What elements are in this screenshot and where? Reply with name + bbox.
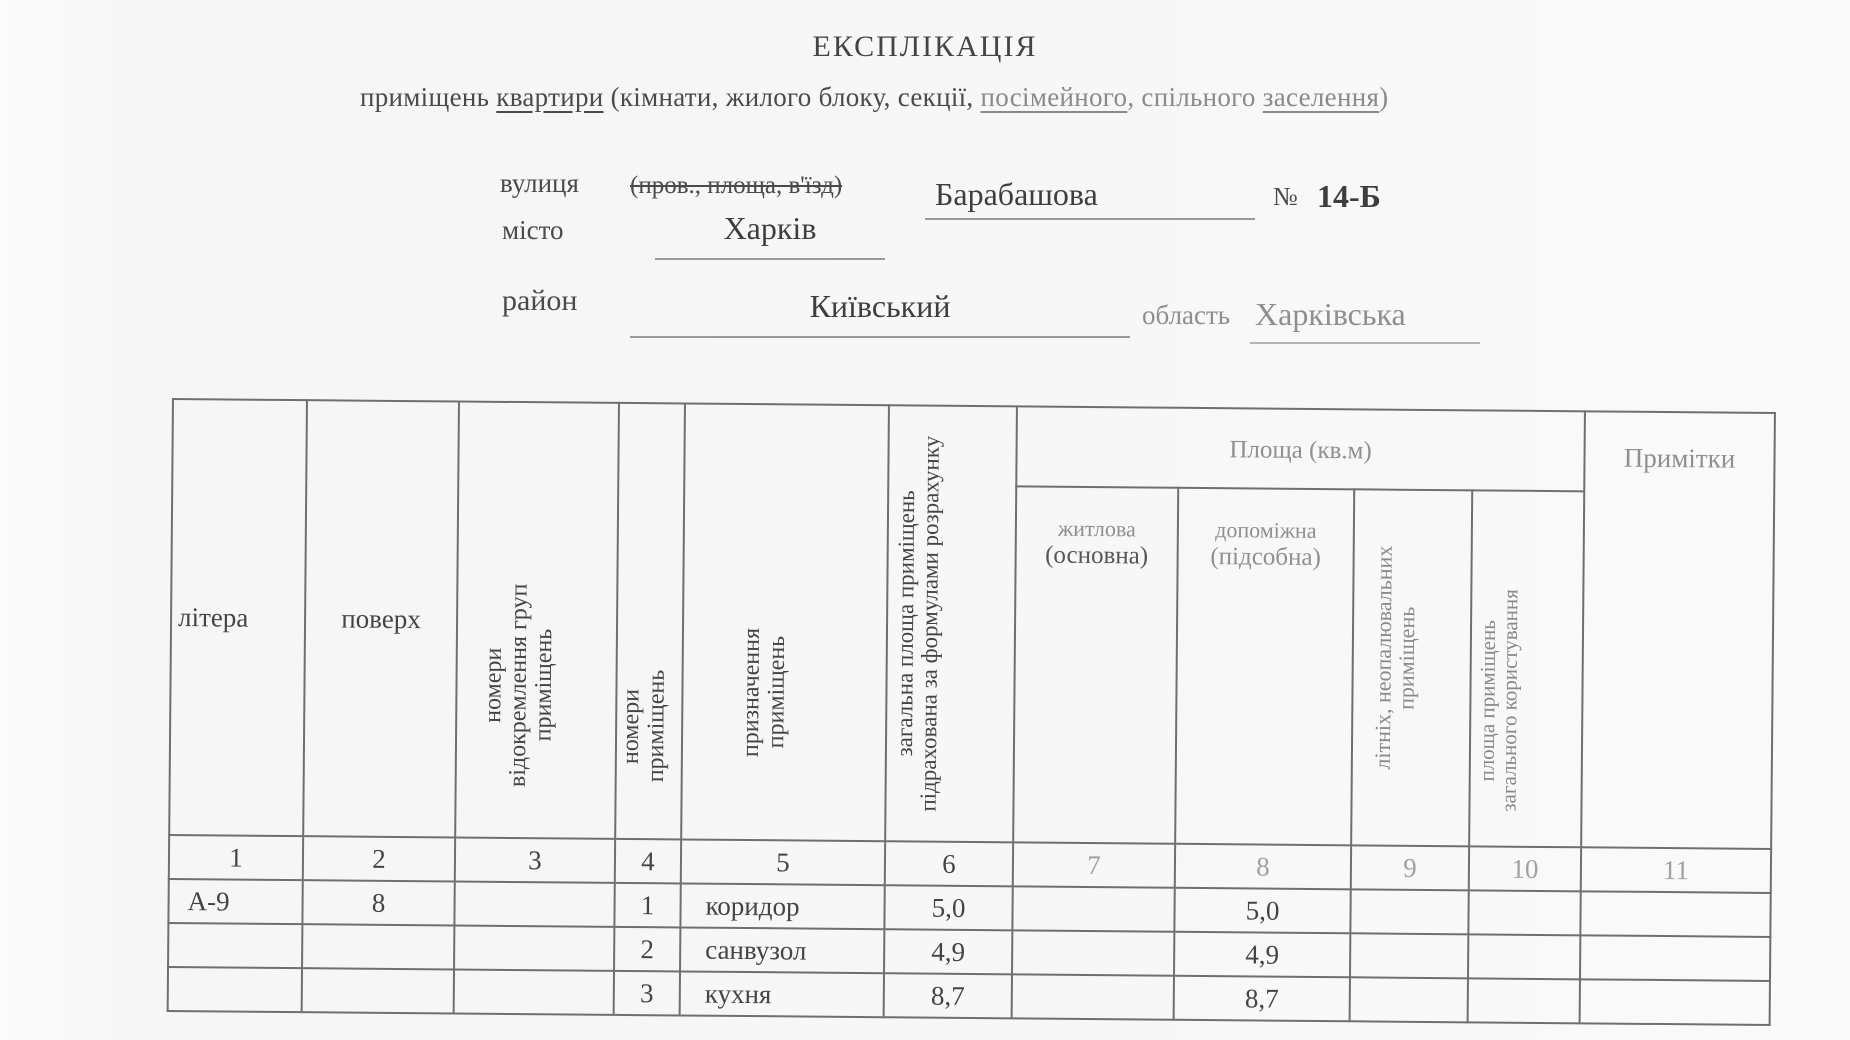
- header-common: площа приміщень загального користування: [1469, 490, 1584, 847]
- cell-common: [1468, 934, 1580, 979]
- header-unheated: літніх, неопалювальних приміщень: [1351, 489, 1472, 846]
- header-area-group: Площа (кв.м): [1016, 406, 1585, 491]
- column-number: 4: [615, 839, 681, 884]
- city-underline: [655, 258, 885, 260]
- subtitle-part1: приміщень: [360, 82, 497, 112]
- header-row-top: [172, 399, 1775, 493]
- header-group-numbers: номери відокремлення груп приміщень: [455, 402, 619, 839]
- column-number: 2: [303, 836, 455, 881]
- header-total-area: загальна площа приміщень підрахована за формулами розрахунку: [885, 405, 1017, 842]
- cell-notes: [1580, 979, 1770, 1025]
- cell-litera: [168, 967, 302, 1012]
- cell-common: [1468, 890, 1580, 935]
- cell-aux: 4,9: [1174, 932, 1350, 978]
- cell-unheated: [1350, 977, 1468, 1022]
- street-value: Барабашова: [935, 176, 1098, 212]
- header-purpose: призначення приміщень: [681, 403, 889, 841]
- cell-purpose: санвузол: [680, 927, 884, 973]
- cell-aux: 5,0: [1174, 888, 1350, 934]
- cell-floor: 8: [302, 880, 454, 925]
- column-number: 6: [885, 841, 1013, 886]
- cell-group: [454, 969, 614, 1014]
- cell-common: [1468, 978, 1580, 1023]
- column-number: 5: [681, 839, 885, 885]
- number-label: №: [1273, 182, 1298, 211]
- cell-group: [454, 925, 614, 970]
- cell-aux: 8,7: [1174, 976, 1350, 1022]
- header-auxiliary: допоміжна (підсобна): [1175, 488, 1354, 846]
- column-number: 9: [1351, 845, 1469, 890]
- street-alt-label: (пров., площа, в'їзд): [630, 172, 843, 199]
- cell-floor: [302, 968, 454, 1013]
- district-value: Київський: [809, 288, 951, 324]
- column-number: 3: [455, 837, 615, 882]
- cell-total: 4,9: [884, 929, 1012, 974]
- header-floor: поверх: [303, 400, 459, 837]
- cell-unheated: [1350, 933, 1468, 978]
- region-underline: [1250, 342, 1480, 344]
- column-number: 8: [1175, 844, 1351, 890]
- cell-room: 3: [614, 971, 680, 1016]
- header-litera: літера: [169, 399, 307, 836]
- number-value: 14-Б: [1317, 178, 1381, 214]
- subtitle-apartment: квартири: [496, 82, 604, 112]
- cell-room: 1: [614, 883, 680, 928]
- header-living: житлова (основна): [1013, 486, 1178, 843]
- column-number: 10: [1469, 846, 1581, 891]
- cell-floor: [302, 924, 454, 969]
- subtitle-dorm: посімейного: [980, 82, 1128, 112]
- city-value: Харків: [723, 210, 817, 246]
- cell-notes: [1580, 891, 1770, 937]
- region-value: Харківська: [1255, 296, 1406, 332]
- district-label: район: [502, 284, 578, 317]
- cell-notes: [1580, 935, 1770, 981]
- cell-room: 2: [614, 927, 680, 972]
- district-underline: [630, 336, 1130, 338]
- subtitle-part3: , спільного: [1127, 82, 1263, 112]
- column-number: 11: [1581, 847, 1771, 893]
- explication-table: [167, 398, 1776, 1026]
- subtitle-part2: (кімнати, жилого блоку, секції,: [603, 82, 981, 112]
- header-room-numbers: номери приміщень: [615, 403, 685, 840]
- cell-purpose: кухня: [680, 971, 884, 1017]
- cell-living: [1012, 930, 1174, 975]
- region-label: область: [1142, 300, 1231, 330]
- column-number: 1: [169, 835, 303, 880]
- cell-total: 5,0: [884, 885, 1012, 930]
- cell-litera: [168, 923, 302, 968]
- document-title: ЕКСПЛІКАЦІЯ: [812, 30, 1038, 63]
- street-underline: [925, 218, 1255, 220]
- column-number: 7: [1013, 842, 1175, 887]
- street-label: вулиця: [500, 168, 579, 198]
- subtitle-part4: ): [1379, 82, 1389, 112]
- cell-living: [1012, 974, 1174, 1019]
- cell-purpose: коридор: [680, 883, 884, 929]
- header-notes: Примітки: [1581, 411, 1775, 849]
- cell-unheated: [1350, 889, 1468, 934]
- cell-total: 8,7: [884, 973, 1012, 1018]
- subtitle-settle: заселення: [1262, 82, 1380, 112]
- cell-litera: А-9: [168, 879, 302, 924]
- cell-group: [454, 881, 614, 926]
- city-label: місто: [502, 215, 564, 245]
- document-subtitle: [360, 82, 1388, 113]
- cell-living: [1012, 886, 1174, 931]
